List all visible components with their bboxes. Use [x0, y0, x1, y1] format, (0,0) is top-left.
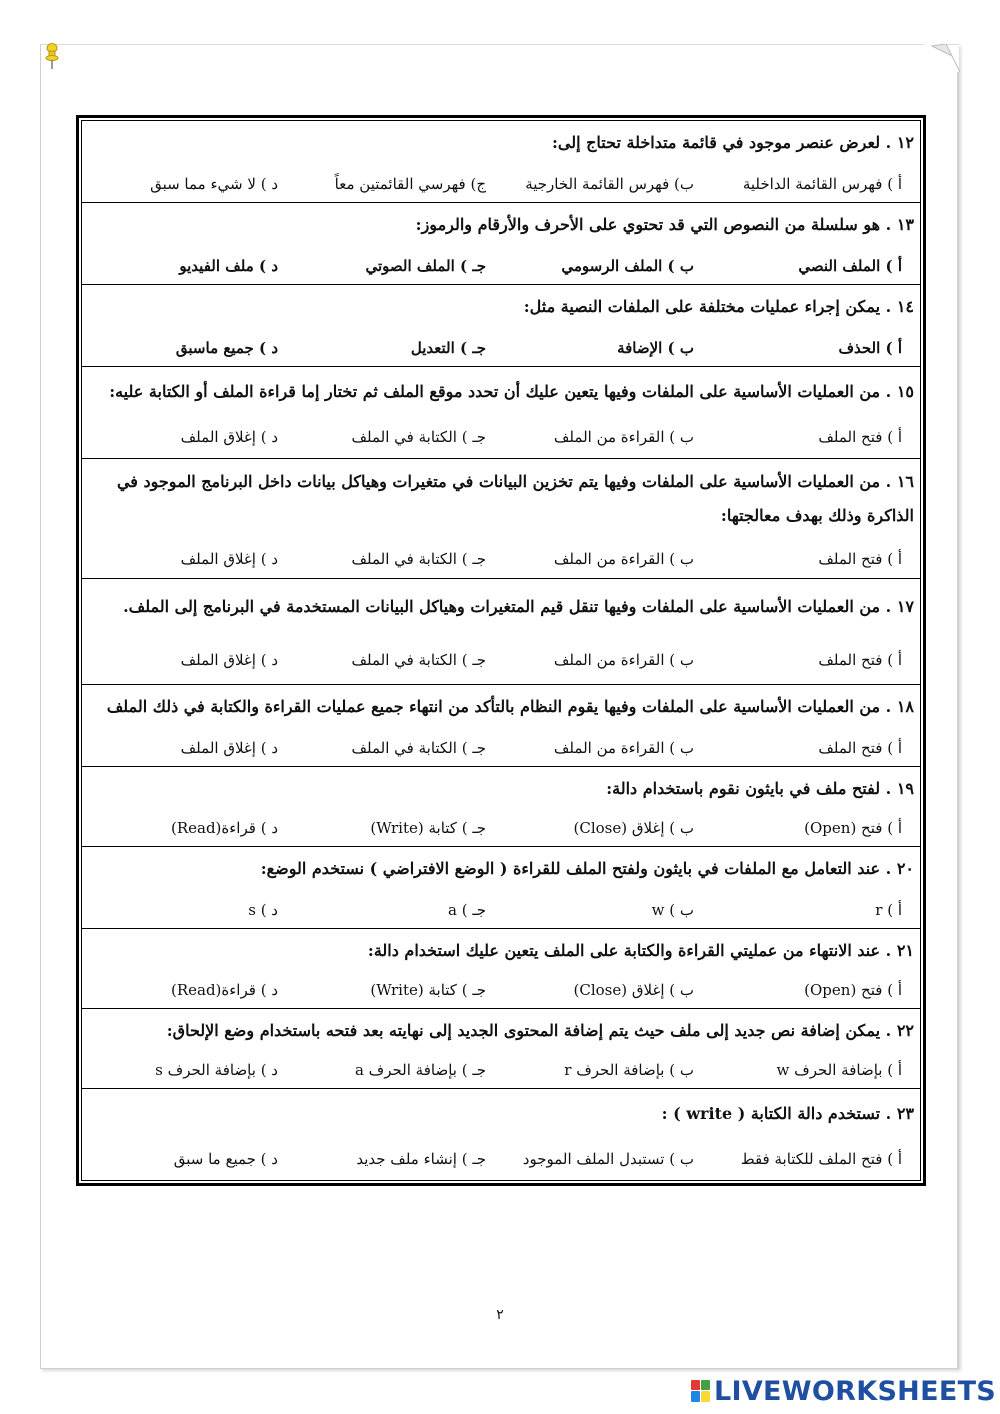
- pushpin-icon: [43, 42, 61, 70]
- page-corner-fold-icon: [924, 44, 960, 74]
- option-d[interactable]: د ) بإضافة الحرف s: [155, 1061, 278, 1080]
- question-stem: ٢٣ . تستخدم دالة الكتابة ( write ) :: [661, 1103, 914, 1123]
- question-20: [82, 847, 920, 929]
- option-a[interactable]: أ ) فتح (Open): [804, 981, 902, 1000]
- option-a[interactable]: أ ) الملف النصي: [798, 256, 902, 275]
- options-row: [90, 424, 914, 450]
- question-stem: ٢٢ . يمكن إضافة نص جديد إلى ملف حيث يتم إضافة المحتوى الجديد إلى نهايته بعد فتحه باستخدام وضع الإلحاق:: [166, 1020, 914, 1040]
- options-row: [90, 735, 914, 761]
- option-a[interactable]: أ ) فتح (Open): [804, 819, 902, 838]
- question-18: [82, 685, 920, 767]
- option-d[interactable]: د ) قراءة(Read): [170, 981, 278, 1000]
- option-d[interactable]: د ) إغلاق الملف: [180, 428, 278, 447]
- liveworksheets-logo-text: LIVEWORKSHEETS: [714, 1375, 997, 1407]
- option-c[interactable]: جـ ) الكتابة في الملف: [351, 549, 486, 568]
- question-stem: ١٣ . هو سلسلة من النصوص التي قد تحتوي على الأحرف والأرقام والرموز:: [415, 215, 914, 235]
- option-d[interactable]: د ) إغلاق الملف: [180, 650, 278, 669]
- question-23: [82, 1089, 920, 1180]
- option-b[interactable]: ب) فهرس القائمة الخارجية: [525, 174, 694, 193]
- option-a[interactable]: أ ) فهرس القائمة الداخلية: [742, 174, 902, 193]
- option-a[interactable]: أ ) فتح الملف: [818, 428, 902, 447]
- option-c[interactable]: جـ ) الكتابة في الملف: [351, 738, 486, 757]
- option-d[interactable]: د ) جميع ما سبق: [173, 1150, 278, 1169]
- option-d[interactable]: د ) إغلاق الملف: [180, 549, 278, 568]
- options-row: [90, 335, 914, 361]
- options-row: [90, 647, 914, 673]
- option-a[interactable]: أ ) r: [875, 900, 902, 919]
- option-b[interactable]: ب ) إغلاق (Close): [573, 819, 694, 838]
- option-c[interactable]: جـ ) a: [447, 900, 486, 919]
- question-stem: ١٤ . يمكن إجراء عمليات مختلفة على الملفات النصية مثل:: [523, 297, 914, 317]
- option-c[interactable]: جـ ) كتابة (Write): [370, 981, 486, 1000]
- options-row: [90, 1057, 914, 1083]
- option-b[interactable]: ب ) القراءة من الملف: [553, 738, 694, 757]
- page-number: ٢: [496, 1307, 504, 1323]
- page-edge: [957, 72, 959, 1369]
- option-a[interactable]: أ ) فتح الملف: [818, 549, 902, 568]
- question-stem: ١٨ . من العمليات الأساسية على الملفات وفيها يقوم النظام بالتأكد من انتهاء جميع عمليات القراءة والكتابة في ذلك الملف: [106, 697, 914, 717]
- option-d[interactable]: د ) لا شيء مما سبق: [150, 174, 278, 193]
- option-b[interactable]: ب ) القراءة من الملف: [553, 549, 694, 568]
- option-b[interactable]: ب ) القراءة من الملف: [553, 428, 694, 447]
- options-row: [90, 897, 914, 923]
- question-stem: ٢١ . عند الانتهاء من عمليتي القراءة والكتابة على الملف يتعين عليك استخدام دالة:: [367, 940, 914, 960]
- question-stem: ٢٠ . عند التعامل مع الملفات في بايثون ولفتح الملف للقراءة ( الوضع الافتراضي ) نستخدم الوضع:: [260, 859, 914, 879]
- option-a[interactable]: أ ) فتح الملف: [818, 738, 902, 757]
- question-22: [82, 1009, 920, 1089]
- options-row: [90, 1146, 914, 1172]
- liveworksheets-logo[interactable]: [690, 1376, 996, 1406]
- options-row: [90, 977, 914, 1003]
- question-stem: ١٦ . من العمليات الأساسية على الملفات وفيها يتم تخزين البيانات في متغيرات وهياكل بيانات داخل البرنامج الموجود في الذاكرة وذلك بهدف معالجتها:: [116, 472, 914, 526]
- question-15: [82, 367, 920, 459]
- question-21: [82, 929, 920, 1009]
- question-stem: ١٩ . لفتح ملف في بايثون نقوم باستخدام دالة:: [606, 778, 914, 798]
- option-d[interactable]: د ) s: [248, 900, 278, 919]
- question-16: [82, 459, 920, 579]
- options-row: [90, 253, 914, 279]
- option-b[interactable]: ب ) w: [651, 900, 694, 919]
- question-stem: ١٥ . من العمليات الأساسية على الملفات وفيها يتعين عليك أن تحدد موقع الملف ثم تختار إما قراءة الملف أو الكتابة عليه:: [109, 381, 914, 401]
- option-d[interactable]: د ) إغلاق الملف: [180, 738, 278, 757]
- option-c[interactable]: جـ ) الملف الصوتي: [365, 256, 486, 275]
- option-a[interactable]: أ ) فتح الملف للكتابة فقط: [740, 1150, 902, 1169]
- option-b[interactable]: ب ) بإضافة الحرف r: [564, 1061, 694, 1080]
- option-c[interactable]: ج) فهرسي القائمتين معاً: [334, 174, 486, 193]
- question-stem: ١٢ . لعرض عنصر موجود في قائمة متداخلة تحتاج إلى:: [551, 133, 914, 153]
- option-b[interactable]: ب ) الإضافة: [617, 338, 694, 357]
- option-b[interactable]: ب ) تستبدل الملف الموجود: [522, 1150, 694, 1169]
- option-c[interactable]: جـ ) إنشاء ملف جديد: [356, 1150, 486, 1169]
- option-d[interactable]: د ) قراءة(Read): [170, 819, 278, 838]
- option-b[interactable]: ب ) إغلاق (Close): [573, 981, 694, 1000]
- options-row: [90, 171, 914, 197]
- question-17: [82, 579, 920, 685]
- option-c[interactable]: جـ ) الكتابة في الملف: [351, 650, 486, 669]
- question-14: [82, 285, 920, 367]
- option-c[interactable]: جـ ) كتابة (Write): [370, 819, 486, 838]
- option-d[interactable]: د ) ملف الفيديو: [179, 256, 278, 275]
- liveworksheets-logo-icon: [690, 1379, 712, 1403]
- question-19: [82, 767, 920, 847]
- option-a[interactable]: أ ) فتح الملف: [818, 650, 902, 669]
- option-c[interactable]: جـ ) الكتابة في الملف: [351, 428, 486, 447]
- option-a[interactable]: أ ) بإضافة الحرف w: [776, 1061, 902, 1080]
- option-d[interactable]: د ) جميع ماسبق: [175, 338, 278, 357]
- options-row: [90, 546, 914, 572]
- question-13: [82, 203, 920, 285]
- question-12: [82, 121, 920, 203]
- option-a[interactable]: أ ) الحذف: [838, 338, 902, 357]
- option-b[interactable]: ب ) الملف الرسومي: [561, 256, 694, 275]
- option-c[interactable]: جـ ) بإضافة الحرف a: [354, 1061, 486, 1080]
- options-row: [90, 815, 914, 841]
- option-b[interactable]: ب ) القراءة من الملف: [553, 650, 694, 669]
- questions-box: [76, 115, 926, 1186]
- option-c[interactable]: جـ ) التعديل: [410, 338, 486, 357]
- question-stem: ١٧ . من العمليات الأساسية على الملفات وفيها تنقل قيم المتغيرات وهياكل البيانات المستخدمة في البرنامج إلى الملف.: [123, 597, 914, 617]
